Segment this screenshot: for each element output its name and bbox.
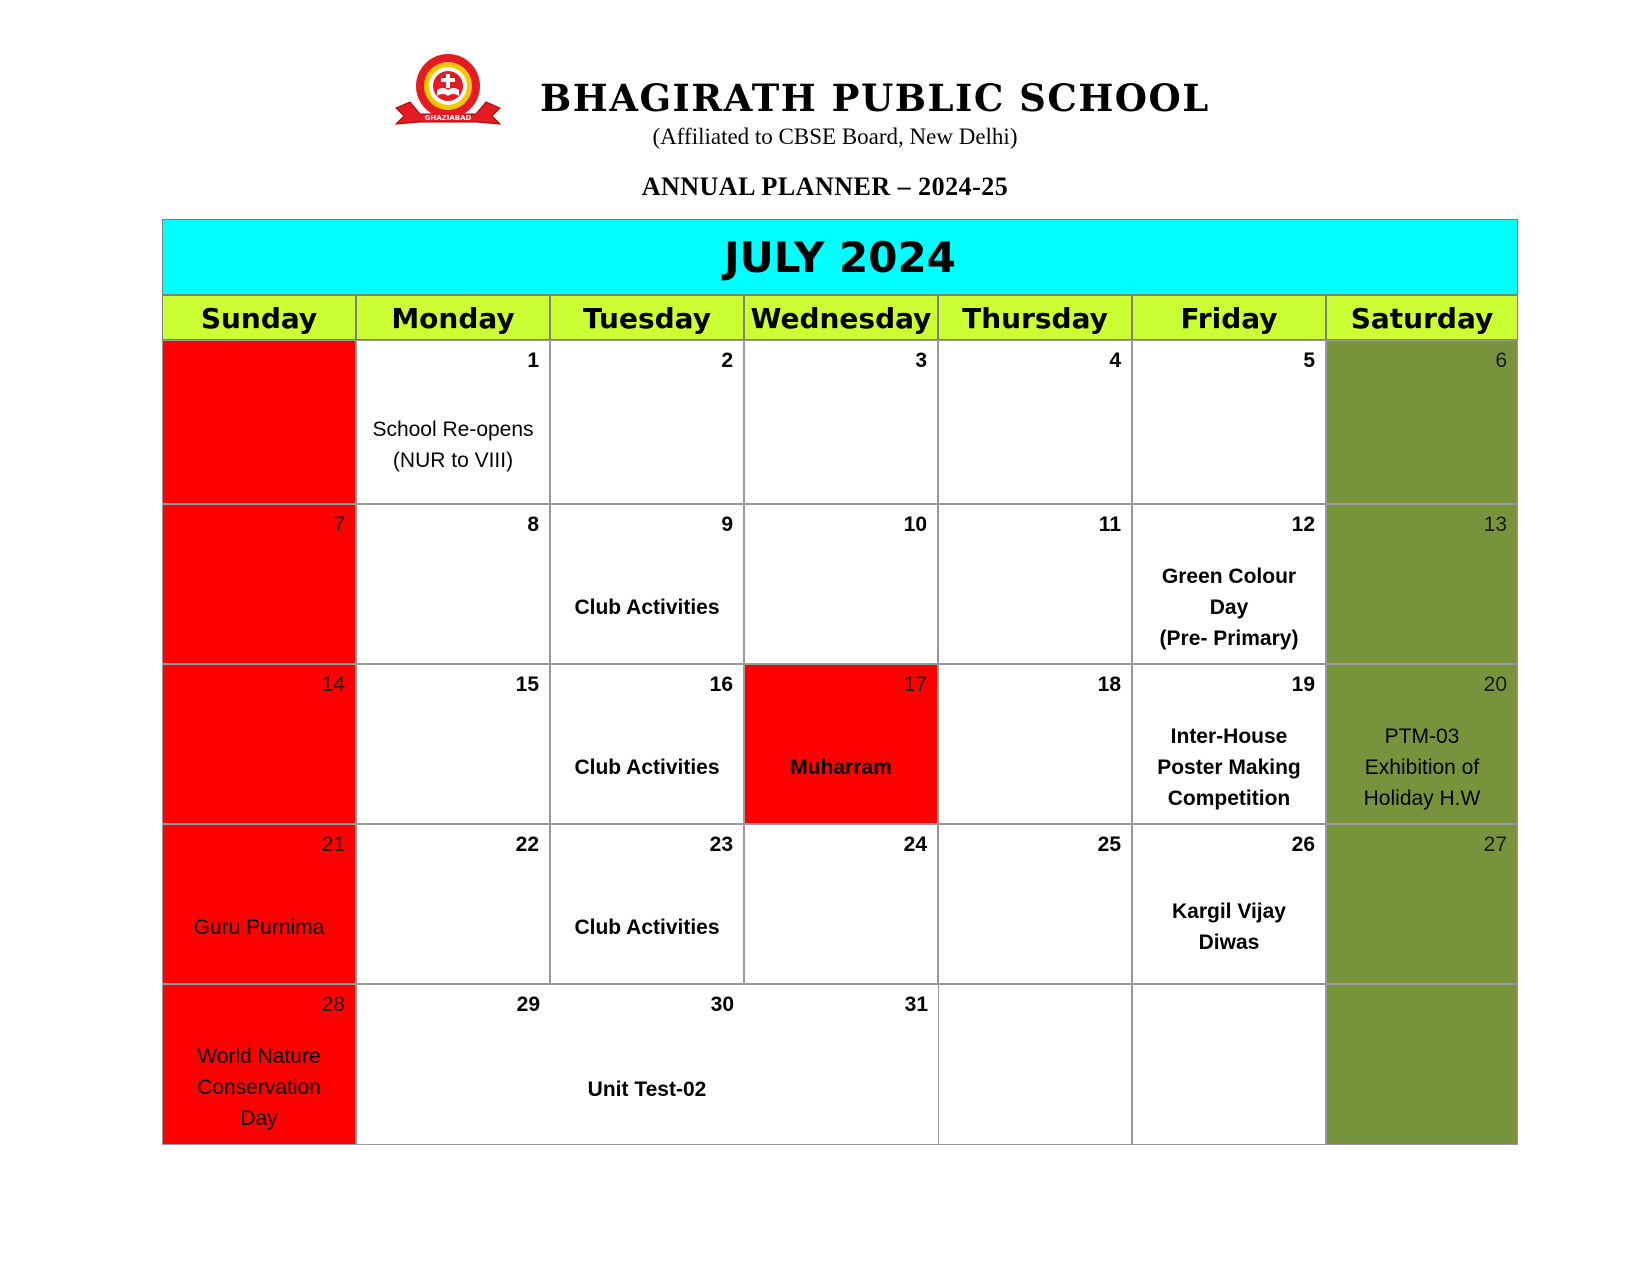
day-header-tuesday: Tuesday [550,295,744,340]
planner-title: ANNUAL PLANNER – 2024-25 [641,172,1009,201]
day-number: 3 [915,349,927,372]
day-number: 4 [1109,349,1121,372]
affiliation: (Affiliated to CBSE Board, New Delhi) [652,124,1018,149]
month-title: JULY 2024 [162,219,1518,295]
day-cell [744,340,938,504]
day-cell [1326,984,1518,1145]
day-event: School Re-opens (NUR to VIII) [372,418,534,472]
day-number: 21 [321,833,345,856]
day-cell [1132,984,1326,1145]
day-cell [356,984,550,1145]
day-cell [162,824,356,984]
day-cell [550,340,744,504]
day-number: 17 [903,673,927,696]
day-number: 19 [1291,673,1315,696]
day-cell [1132,340,1326,504]
day-number: 25 [1097,833,1121,856]
calendar [162,219,1518,1145]
day-cell [938,504,1132,664]
day-cell [744,824,938,984]
day-cell [938,340,1132,504]
day-number: 1 [527,349,539,372]
day-number: 31 [904,993,928,1016]
day-cell [1326,504,1518,664]
day-number: 2 [721,349,733,372]
day-event: Club Activities [574,916,720,939]
day-cell [162,984,356,1145]
day-cell [1132,504,1326,664]
day-event: Kargil Vijay Diwas [1171,900,1286,954]
day-number: 8 [527,513,539,536]
day-header-saturday: Saturday [1326,295,1518,340]
day-number: 9 [721,513,733,536]
day-number: 24 [903,833,927,856]
day-cell [938,664,1132,824]
day-number: 16 [709,673,733,696]
day-number: 11 [1098,513,1121,536]
day-cell [744,984,938,1145]
school-name: BHAGIRATH PUBLIC SCHOOL [540,76,1210,120]
day-number: 29 [516,993,540,1016]
day-header-thursday: Thursday [938,295,1132,340]
day-header-friday: Friday [1132,295,1326,340]
day-number: 18 [1097,673,1121,696]
day-event: World Nature Conservation Day [197,1045,321,1130]
day-cell [1132,664,1326,824]
day-cell [938,984,1132,1145]
day-header-sunday: Sunday [162,295,356,340]
day-cell [550,664,744,824]
day-number: 23 [709,833,733,856]
unit-test-event: Unit Test-02 [587,1078,707,1101]
day-cell [356,824,550,984]
day-cell [1326,340,1518,504]
day-cell [356,340,550,504]
day-event: Inter-House Poster Making Competition [1157,725,1301,810]
day-cell [1326,824,1518,984]
day-number: 30 [710,993,734,1016]
day-cell [744,504,938,664]
day-cell [550,504,744,664]
day-number: 28 [321,993,345,1016]
day-number: 22 [515,833,539,856]
day-cell [1326,664,1518,824]
day-number: 6 [1495,349,1507,372]
day-event: Club Activities [574,596,720,619]
day-number: 10 [903,513,927,536]
day-number: 14 [321,673,345,696]
day-event: Muharram [790,756,892,779]
day-event: PTM-03 Exhibition of Holiday H.W [1363,725,1481,810]
day-cell [1132,824,1326,984]
day-cell [744,664,938,824]
day-event: Green Colour Day (Pre- Primary) [1159,565,1299,650]
day-cell [550,824,744,984]
logo-text-bottom: GHAZIABAD [424,114,472,122]
day-cell [162,340,356,504]
day-header-monday: Monday [356,295,550,340]
day-cell [938,824,1132,984]
day-number: 20 [1483,673,1507,696]
day-cell [356,664,550,824]
day-number: 13 [1483,513,1507,536]
day-event: Guru Purnima [193,916,325,939]
day-cell [356,504,550,664]
day-number: 15 [515,673,539,696]
day-number: 5 [1303,349,1315,372]
day-cell [550,984,744,1145]
day-cell [162,504,356,664]
day-cell [162,664,356,824]
day-number: 12 [1291,513,1315,536]
day-header-wednesday: Wednesday [744,295,938,340]
day-number: 26 [1291,833,1315,856]
day-number: 7 [333,513,345,536]
day-number: 27 [1483,833,1507,856]
school-logo [392,52,504,128]
day-event: Club Activities [574,756,720,779]
